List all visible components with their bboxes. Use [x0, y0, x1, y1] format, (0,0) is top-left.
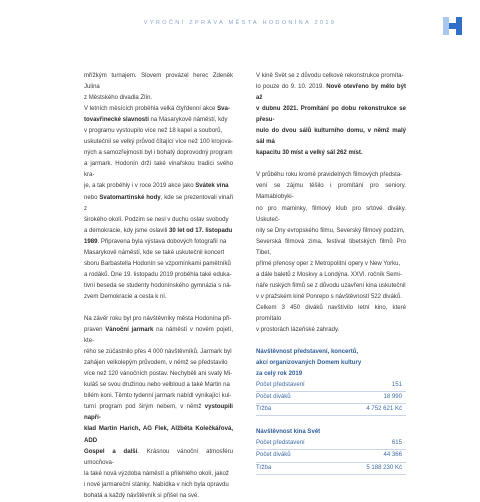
body-text: turní program pod širým nebem, v němž	[84, 404, 205, 411]
body-text: a demokracie, kdy jsme oslavili	[84, 227, 170, 234]
stats-value: 4 752 621 Kč	[366, 406, 402, 413]
stats-table-title: Návštěvnost kina Svět	[256, 429, 321, 436]
text-line	[84, 248, 233, 259]
stats-label: Tržba	[256, 464, 272, 471]
text-line	[84, 480, 233, 491]
highlight-text: Gospel a další	[84, 448, 138, 455]
body-text: a jarmark. Hodonín drží také vinařskou tradici svého kra-	[84, 161, 233, 179]
body-text: více než 120 vánočních postav. Nechyběli ani svatý Mi-	[84, 371, 233, 378]
text-line	[256, 270, 406, 281]
text-line	[84, 181, 233, 192]
body-text: V průběhu roku kromě pravidelných filmových předsta-	[256, 172, 403, 179]
body-text: zvem Demokracie a cesta k ní.	[84, 293, 167, 300]
text-line	[84, 259, 233, 270]
body-text: Masarykově náměstí, kde se také uskutečnil koncert	[84, 249, 225, 256]
text-line	[84, 491, 233, 502]
paragraph-gap	[256, 336, 406, 347]
stats-value: 615	[391, 440, 402, 447]
body-text: zahájen velkolepým průvodem, v němž se představilo	[84, 360, 228, 367]
body-text: náře ruských filmů se z důvodu uzavření kina uskutečnil	[256, 282, 406, 289]
body-text: . Připravena byla výstava dobových fotografií na	[97, 238, 227, 245]
text-line	[256, 181, 406, 203]
left-text-column	[84, 71, 233, 502]
body-text: ných a samozřejmostí byl i bohatý doprovodný program	[84, 150, 233, 157]
body-text: v v pražském kině Ponrepo s návštěvností 522 diváků.	[256, 293, 402, 300]
text-line	[84, 325, 233, 347]
stats-label: Počet představení	[256, 382, 305, 389]
highlight-text: v dubnu 2021. Promítání po dobu rekonstrukce se přesu-	[256, 106, 406, 124]
stats-label: Tržba	[256, 406, 272, 413]
body-text: širokého okolí. Podzim se nesl v duchu oslav svobody	[84, 216, 229, 223]
stats-table-title: Návštěvnost představení, koncertů,	[256, 349, 359, 356]
body-text: no pro maminky, filmový klub pro srtové diváky. Uskuteč-	[256, 205, 406, 223]
stats-label: Počet diváků	[256, 452, 291, 459]
highlight-text: Nově otevřeno by mělo být až	[256, 84, 406, 102]
text-line	[84, 126, 233, 137]
body-text: je, a tak proběhly i v roce 2019 akce jako	[84, 183, 196, 190]
text-line	[84, 115, 233, 126]
stats-value: 151	[391, 382, 402, 389]
body-text: v programu vystoupilo více než 18 kapel a souborů,	[84, 128, 223, 135]
highlight-text: Sva-	[217, 106, 230, 113]
body-text: nebo	[84, 194, 100, 201]
stats-value: 5 188 230 Kč	[366, 464, 402, 471]
highlight-text: tovavřinecké slavnosti	[84, 117, 149, 124]
text-line	[84, 402, 233, 424]
body-text: mřížkým turnajem. Slovem provázel herec Zdeněk Julina	[84, 73, 233, 91]
stats-value: 18 990	[383, 394, 402, 401]
body-text: sboru Barbastella Hodonín se vzpomínkami pamětníků	[84, 260, 231, 267]
text-line	[256, 325, 406, 336]
text-line	[256, 303, 406, 325]
text-line	[256, 281, 406, 292]
stats-row	[256, 438, 406, 450]
body-text: Na závěr roku byl pro návštěvníky města Hodonína při-	[84, 315, 232, 322]
text-line	[84, 281, 233, 292]
highlight-text: nulo do dvou sálů kulturního domu, v němž malý sál má	[256, 128, 406, 146]
stats-label: Počet diváků	[256, 394, 291, 401]
text-line	[84, 469, 233, 480]
body-text: uskutečnil se velký průvod čítající více než 100 krojova-	[84, 139, 233, 146]
body-text: vení se zájmu těšilo i promítání pro seniory. Mamabiobyki-	[256, 183, 406, 201]
right-text-column	[256, 71, 406, 475]
text-line	[84, 159, 233, 181]
stats-label: Počet představení	[256, 440, 305, 447]
body-text: tivní beseda se studenty hodonínského gymnázia s ná-	[84, 282, 232, 289]
text-line	[84, 215, 233, 226]
highlight-text: vystoupili napří-	[84, 404, 233, 422]
text-line	[256, 71, 406, 82]
body-text: V kině Svět se z důvodu celkové rekonstrukce promíta-	[256, 73, 404, 79]
body-text: a dále baletů z Moskvy a Londýna. XXVI. ročník Semi-	[256, 271, 402, 278]
text-line	[84, 380, 233, 391]
stats-row	[256, 392, 406, 404]
text-line	[84, 226, 233, 237]
text-line	[256, 126, 406, 148]
body-text: bohatá a každý návštěvník si přišel na své.	[84, 492, 199, 499]
body-text: kuláš se svou družinou nebo velbloud a také Martin na	[84, 382, 230, 389]
highlight-text: Vánoční jarmark	[105, 327, 154, 334]
text-line	[256, 226, 406, 237]
hodonin-logo-icon	[441, 15, 463, 37]
body-text: Severská filmová zima, festival tibetských filmů Pro Tibet,	[256, 238, 406, 256]
text-line	[256, 204, 406, 226]
body-text: na náměstí v novém pojetí, kte-	[84, 327, 234, 345]
stats-table-title: akcí organizovaných Domem kultury	[256, 360, 362, 367]
text-line	[84, 193, 233, 215]
body-text: a rodáků. Dne 19. listopadu 2019 proběhla také eduka-	[84, 271, 232, 278]
text-line	[84, 270, 233, 281]
paragraph-gap	[84, 303, 233, 314]
body-text: i nové jarmareční stánky. Nabídka v nich byla opravdu	[84, 481, 229, 488]
stats-row	[256, 380, 406, 392]
highlight-text: Svatomartinské hody	[99, 194, 161, 201]
highlight-text: klad Martin Harich, AG Flek, Alžběta Kolečkářová, ADD	[84, 426, 233, 444]
highlight-text: 30 let od 17. listopadu	[169, 227, 233, 234]
body-text: . Krásnou vánoční atmosféru umocňova-	[84, 448, 234, 466]
highlight-text: kapacitu 30 míst a velký sál 262 míst.	[256, 150, 363, 157]
stats-value: 44 366	[383, 452, 402, 459]
text-line	[256, 82, 406, 104]
text-line	[256, 237, 406, 259]
body-text: z Městského divadla Zlín.	[84, 95, 153, 102]
text-line	[84, 424, 233, 446]
text-line	[256, 292, 406, 303]
body-text: bílém koni. Těmto tydenní jarmark nabídl vynikající kul-	[84, 393, 232, 400]
stats-row	[256, 463, 406, 475]
stats-row	[256, 404, 406, 416]
body-text: v prostorách lázeňské zahrady.	[256, 327, 340, 334]
body-text: V letních měsících proběhla velká čtyřdenní akce	[84, 106, 218, 113]
body-text: nily se Dny evropského filmu, Severský filmový podzim,	[256, 227, 405, 234]
body-text: , kde se prezentovali vinaři z	[84, 194, 233, 212]
text-line	[84, 137, 233, 148]
text-line	[84, 237, 233, 248]
stats-table-title: za celý rok 2019	[256, 371, 303, 378]
text-line	[84, 148, 233, 159]
paragraph-gap	[256, 159, 406, 170]
text-line	[84, 93, 233, 104]
text-line	[84, 358, 233, 369]
stats-row	[256, 450, 406, 462]
text-line	[84, 347, 233, 358]
text-line	[84, 104, 233, 115]
text-line	[84, 292, 233, 303]
text-line	[84, 314, 233, 325]
page-header: VÝROČNÍ ZPRÁVA MĚSTA HODONÍNA 2019	[143, 20, 337, 26]
body-text: lo pouze do 9. 10. 2019.	[256, 84, 327, 91]
text-line	[256, 259, 406, 270]
text-line	[256, 148, 406, 159]
text-line	[84, 391, 233, 402]
body-text: la také nová výzdoba náměstí a přilehlého okolí, jakož	[84, 470, 229, 477]
body-text: přímé přenosy oper z Metropolitní opery v New Yorku,	[256, 260, 401, 267]
text-line	[84, 369, 233, 380]
body-text: na Masarykově náměstí, kdy	[148, 117, 228, 124]
paragraph-gap	[256, 416, 406, 427]
body-text: praven	[84, 327, 106, 334]
text-line	[256, 104, 406, 126]
text-line	[256, 170, 406, 181]
highlight-text: 1989	[84, 238, 98, 245]
text-line	[84, 447, 233, 469]
text-line	[84, 71, 233, 93]
body-text: rého se zúčastnilo přes 4 000 návštěvníků. Jarmark byl	[84, 349, 232, 356]
highlight-text: Svátek vína	[195, 183, 229, 190]
body-text: Celkem 3 450 diváků navštívilo letní kino, které promítalo	[256, 304, 406, 322]
